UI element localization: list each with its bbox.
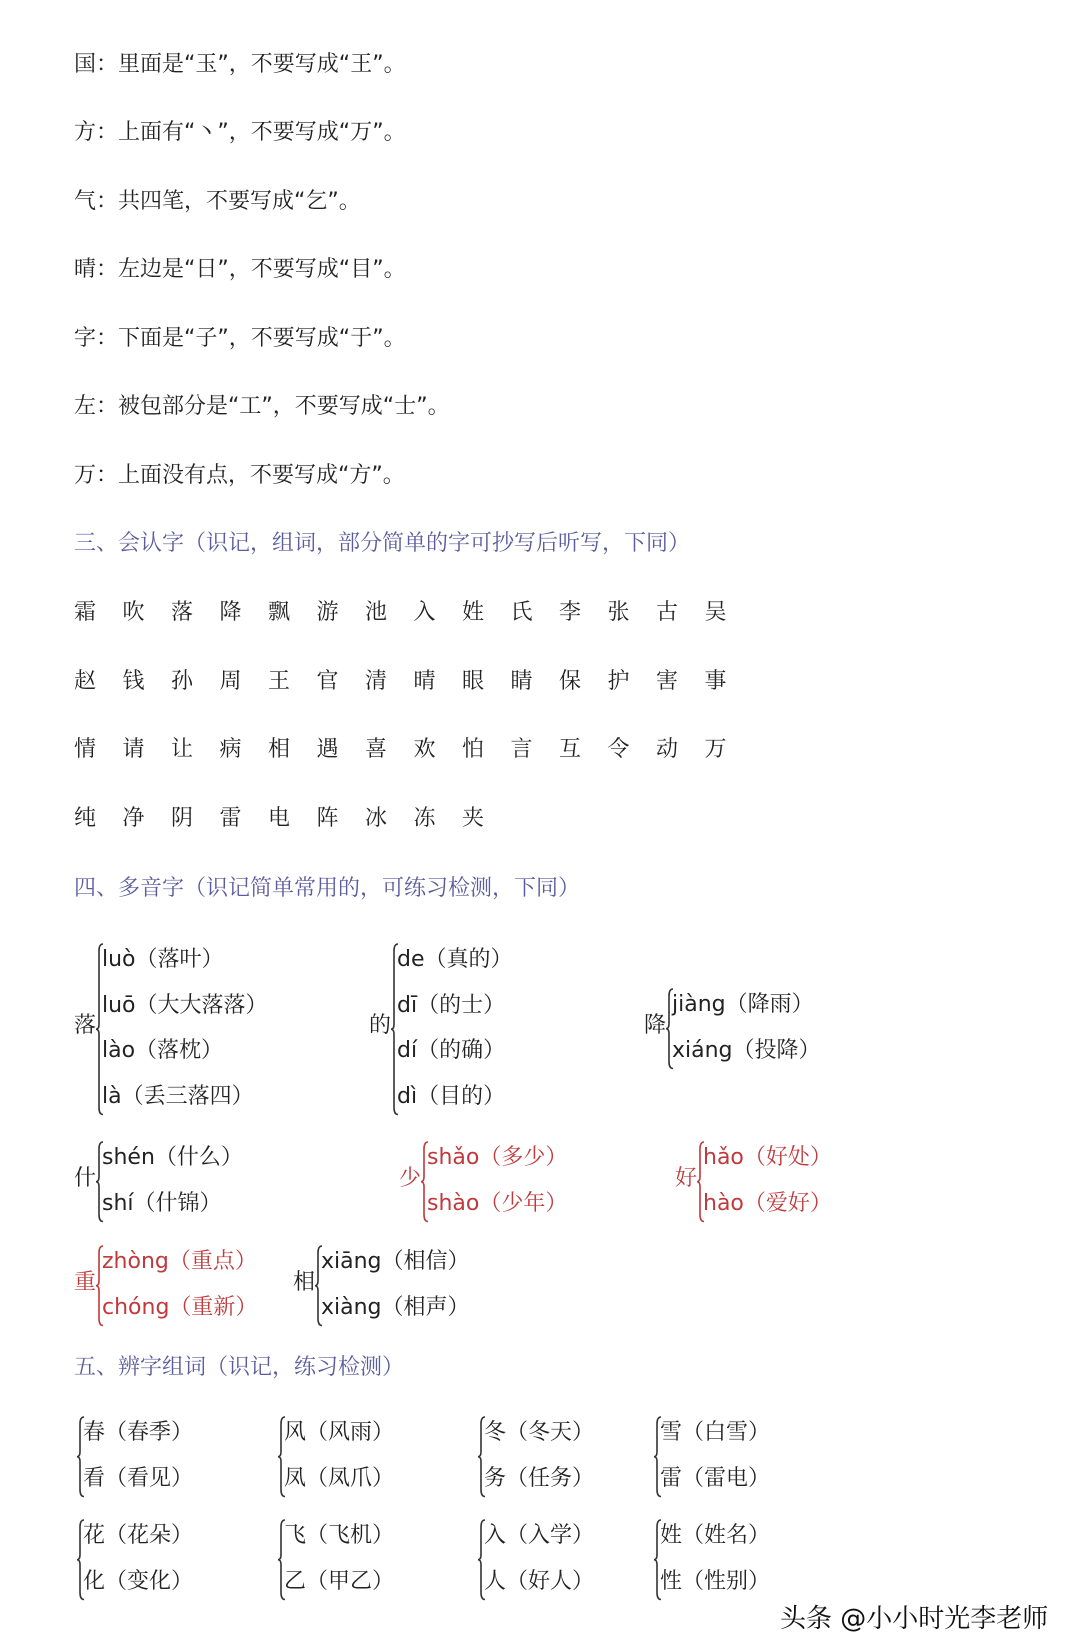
watermark: 头条 @小小时光李老师 — [780, 1604, 1049, 1634]
char: 古 — [656, 600, 679, 625]
group-item: shào（少年） — [427, 1190, 568, 1216]
char: 清 — [365, 669, 388, 694]
char: 池 — [365, 600, 388, 625]
group-item: 飞（飞机） — [284, 1523, 395, 1548]
char: 喜 — [365, 737, 388, 762]
char: 官 — [316, 669, 339, 694]
group-item: shén（什么） — [102, 1145, 243, 1170]
group-item: 化（变化） — [83, 1568, 194, 1594]
group-item: 姓（姓名） — [660, 1523, 771, 1548]
group-item: 雷（雷电） — [660, 1465, 771, 1491]
rule-line: 字：下面是“子”，不要写成“于”。 — [74, 326, 406, 351]
char: 病 — [219, 737, 242, 762]
group-head-char: 好 — [675, 1165, 698, 1191]
group-item: shǎo（多少） — [427, 1145, 568, 1170]
char: 相 — [268, 737, 291, 762]
group-item: 春（春季） — [83, 1420, 194, 1445]
char: 吴 — [704, 600, 727, 625]
group-item: 入（入学） — [484, 1523, 595, 1548]
group-item: 人（好人） — [484, 1568, 595, 1594]
char-row — [74, 598, 753, 628]
char: 夹 — [462, 806, 485, 831]
char: 落 — [171, 600, 194, 625]
char: 互 — [559, 737, 582, 762]
char: 护 — [607, 669, 630, 694]
group-item: dī（的士） — [397, 992, 506, 1018]
group-item: 看（看见） — [83, 1465, 194, 1491]
group-item: xiáng（投降） — [672, 1037, 821, 1063]
group-item: chóng（重新） — [102, 1294, 258, 1320]
char: 请 — [122, 737, 145, 762]
char: 阵 — [316, 806, 339, 831]
char: 入 — [413, 600, 436, 625]
group-item: 性（性别） — [660, 1568, 771, 1594]
char: 净 — [122, 806, 145, 831]
char: 钱 — [122, 669, 145, 694]
group-head-char: 少 — [399, 1165, 422, 1191]
group-head-char: 的 — [369, 1013, 392, 1039]
group-item: hào（爱好） — [703, 1190, 832, 1216]
group-item: 冬（冬天） — [484, 1420, 595, 1445]
group-item: 务（任务） — [484, 1465, 595, 1491]
group-item: 乙（甲乙） — [284, 1568, 395, 1594]
char: 万 — [704, 737, 727, 762]
group-item: luō（大大落落） — [102, 992, 268, 1018]
group-item: luò（落叶） — [102, 947, 224, 972]
char: 王 — [268, 669, 291, 694]
char: 睛 — [510, 669, 533, 694]
group-head-char: 落 — [74, 1013, 97, 1039]
char: 吹 — [122, 600, 145, 625]
char: 降 — [219, 600, 242, 625]
group-item: de（真的） — [397, 947, 513, 972]
group-item: lào（落枕） — [102, 1038, 224, 1063]
char-row — [74, 667, 753, 697]
char: 眼 — [462, 669, 485, 694]
char: 赵 — [74, 669, 97, 694]
char-row — [74, 735, 753, 765]
section-heading: 四、多音字（识记简单常用的，可练习检测，下同） — [74, 876, 581, 901]
char: 事 — [704, 669, 727, 694]
rule-line: 晴：左边是“日”，不要写成“目”。 — [74, 257, 406, 282]
group-item: 凤（凤爪） — [284, 1465, 395, 1491]
char: 冻 — [413, 806, 436, 831]
char: 纯 — [74, 806, 97, 831]
group-item: 花（花朵） — [83, 1523, 194, 1548]
group-item: zhòng（重点） — [102, 1249, 257, 1274]
char: 阴 — [171, 806, 194, 831]
char: 张 — [607, 600, 630, 625]
group-item: xiāng（相信） — [321, 1249, 470, 1274]
rule-line: 方：上面有“丶”，不要写成“万”。 — [74, 120, 406, 145]
group-head-char: 降 — [644, 1012, 667, 1038]
rule-line: 气：共四笔，不要写成“乞”。 — [74, 189, 361, 214]
section-heading: 三、会认字（识记，组词，部分简单的字可抄写后听写，下同） — [74, 531, 691, 556]
group-item: hǎo（好处） — [703, 1145, 832, 1170]
char: 周 — [219, 669, 242, 694]
group-item: là（丢三落四） — [102, 1083, 254, 1109]
char: 欢 — [413, 737, 436, 762]
char: 晴 — [413, 669, 436, 694]
char: 姓 — [462, 600, 485, 625]
char: 游 — [316, 600, 339, 625]
group-head-char: 相 — [293, 1269, 316, 1295]
char: 保 — [559, 669, 582, 694]
char: 让 — [171, 737, 194, 762]
group-item: dí（的确） — [397, 1038, 506, 1063]
char-row — [74, 804, 511, 834]
group-head-char: 什 — [74, 1165, 97, 1191]
char: 遇 — [316, 737, 339, 762]
group-item: dì（目的） — [397, 1083, 506, 1109]
group-item: jiàng（降雨） — [672, 992, 814, 1017]
char: 情 — [74, 737, 97, 762]
char: 害 — [656, 669, 679, 694]
char: 言 — [510, 737, 533, 762]
char: 氏 — [510, 600, 533, 625]
section-heading: 五、辨字组词（识记，练习检测） — [74, 1355, 405, 1380]
rule-line: 国：里面是“玉”，不要写成“王”。 — [74, 52, 406, 77]
char: 电 — [268, 806, 291, 831]
char: 李 — [559, 600, 582, 625]
group-item: 雪（白雪） — [660, 1420, 771, 1445]
char: 霜 — [74, 600, 97, 625]
rule-line: 左：被包部分是“工”，不要写成“士”。 — [74, 394, 450, 419]
group-item: shí（什锦） — [102, 1190, 222, 1216]
group-item: 风（风雨） — [284, 1420, 395, 1445]
char: 令 — [607, 737, 630, 762]
group-item: xiàng（相声） — [321, 1294, 470, 1320]
char: 动 — [656, 737, 679, 762]
char: 飘 — [268, 600, 291, 625]
char: 雷 — [219, 806, 242, 831]
rule-line: 万：上面没有点，不要写成“方”。 — [74, 463, 405, 488]
char: 孙 — [171, 669, 194, 694]
char: 冰 — [365, 806, 388, 831]
char: 怕 — [462, 737, 485, 762]
group-head-char: 重 — [74, 1269, 97, 1295]
